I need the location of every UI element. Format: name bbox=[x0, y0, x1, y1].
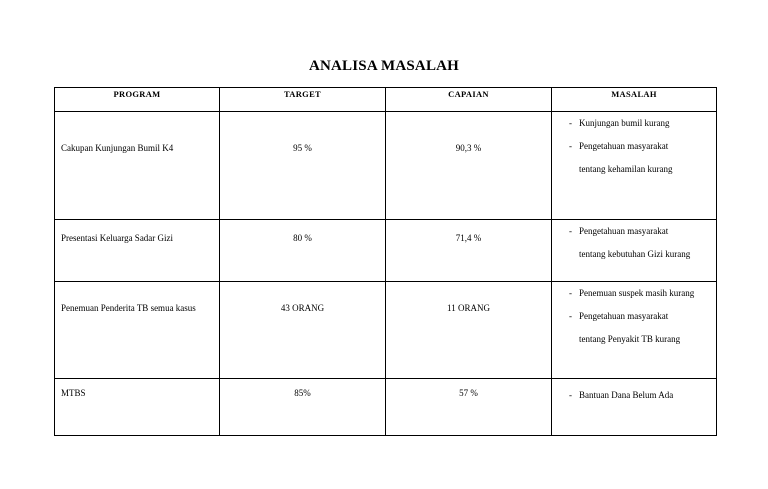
program-cell: Cakupan Kunjungan Bumil K4 bbox=[55, 112, 220, 220]
problem-text: tentang kebutuhan Gizi kurang bbox=[579, 249, 691, 259]
problem-text: Penemuan suspek masih kurang bbox=[579, 288, 695, 298]
problem-list bbox=[558, 379, 716, 407]
masalah-cell bbox=[552, 379, 717, 436]
header-capaian: CAPAIAN bbox=[386, 88, 552, 112]
problem-list bbox=[558, 282, 716, 351]
problem-item bbox=[558, 384, 716, 407]
masalah-cell bbox=[552, 220, 717, 282]
problem-text: Pengetahuan masyarakat bbox=[579, 311, 669, 321]
target-cell: 80 % bbox=[220, 220, 386, 282]
problem-text: Kunjungan bumil kurang bbox=[579, 118, 670, 128]
bullet-dash: - bbox=[569, 288, 572, 298]
problem-item bbox=[558, 220, 716, 266]
bullet-dash: - bbox=[569, 141, 572, 151]
capaian-cell: 90,3 % bbox=[386, 112, 552, 220]
target-cell: 95 % bbox=[220, 112, 386, 220]
capaian-cell: 11 ORANG bbox=[386, 282, 552, 379]
table-row bbox=[55, 379, 717, 436]
problem-item bbox=[558, 112, 716, 135]
bullet-dash: - bbox=[569, 118, 572, 128]
problem-text: tentang kehamilan kurang bbox=[579, 164, 673, 174]
header-program: PROGRAM bbox=[55, 88, 220, 112]
header-masalah: MASALAH bbox=[552, 88, 717, 112]
problem-text: Bantuan Dana Belum Ada bbox=[579, 390, 674, 400]
problem-text: Pengetahuan masyarakat bbox=[579, 226, 669, 236]
program-cell: MTBS bbox=[55, 379, 220, 436]
program-cell: Presentasi Keluarga Sadar Gizi bbox=[55, 220, 220, 282]
page-title: ANALISA MASALAH bbox=[308, 58, 460, 74]
capaian-cell: 71,4 % bbox=[386, 220, 552, 282]
analysis-table bbox=[54, 87, 717, 436]
capaian-cell: 57 % bbox=[386, 379, 552, 436]
table-row bbox=[55, 112, 717, 220]
bullet-dash: - bbox=[569, 226, 572, 236]
table-row bbox=[55, 282, 717, 379]
program-cell: Penemuan Penderita TB semua kasus bbox=[55, 282, 220, 379]
problem-text: Pengetahuan masyarakat bbox=[579, 141, 669, 151]
problem-item bbox=[558, 135, 716, 181]
target-cell: 43 ORANG bbox=[220, 282, 386, 379]
table-header-row bbox=[55, 88, 717, 112]
target-cell: 85% bbox=[220, 379, 386, 436]
masalah-cell bbox=[552, 282, 717, 379]
problem-list bbox=[558, 220, 716, 266]
table-row bbox=[55, 220, 717, 282]
problem-text: tentang Penyakit TB kurang bbox=[579, 334, 681, 344]
masalah-cell bbox=[552, 112, 717, 220]
problem-item bbox=[558, 305, 716, 351]
header-target: TARGET bbox=[220, 88, 386, 112]
problem-item bbox=[558, 282, 716, 305]
bullet-dash: - bbox=[569, 390, 572, 400]
bullet-dash: - bbox=[569, 311, 572, 321]
problem-list bbox=[558, 112, 716, 181]
